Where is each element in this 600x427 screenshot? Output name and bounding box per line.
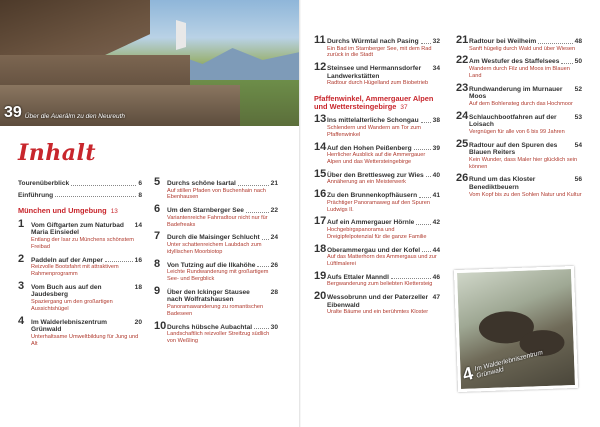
- toc-entry-body: [18, 252, 142, 278]
- toc-entry-number: 12: [314, 61, 327, 74]
- toc-entry-title[interactable]: [31, 284, 142, 299]
- photo-caption-text: Über die Auerälm zu den Neureuth: [24, 113, 126, 120]
- toc-entry-title-text: Durch die Maisinger Schlucht: [167, 234, 260, 242]
- toc-entry-title-text: Radtour bei Weilheim: [469, 38, 537, 45]
- photo-caption: [4, 106, 125, 120]
- toc-entry-number: 11: [314, 34, 326, 46]
- toc-entry-description: Auf stillen Pfaden von Buchenhain nach Ebenhausen: [167, 187, 266, 201]
- toc-entry-description: Reizvolle Bootsfahrt mit attraktivem Rahmenprogramm: [31, 264, 119, 277]
- toc-entry: [314, 188, 440, 213]
- toc-entry-body: [18, 279, 142, 313]
- toc-entry-title-text: Vom Buch aus auf den Jaudesberg: [31, 283, 102, 299]
- toc-entry-description: Entlang der Isar zu Münchens schönstem Freibad: [31, 236, 134, 250]
- toc-entry: [314, 140, 440, 166]
- toc-entry-body: [154, 319, 278, 345]
- dot-leader: [422, 247, 431, 253]
- toc-entry-number: 8: [154, 257, 161, 270]
- toc-entry-body: [154, 176, 278, 201]
- toc-entry-description: Panoramawanderung zu romantischen Badeseen: [167, 303, 264, 317]
- toc-entry-page: 46: [432, 273, 440, 281]
- toc-entry: [314, 242, 440, 268]
- toc-entry-title-text: Vom Giftgarten zum Naturbad Maria Einsiedel: [31, 221, 124, 237]
- toc-entry-title-text: Durchs schöne Isartal: [167, 180, 236, 187]
- toc-entry: [314, 34, 440, 59]
- toc-entry-number: 21: [456, 34, 469, 46]
- photo-caption-number: 39: [4, 104, 22, 121]
- hut-roof: [0, 0, 150, 62]
- toc-entry: [314, 167, 440, 186]
- toc-entry: [18, 252, 142, 278]
- toc-entry-page: 48: [574, 38, 582, 45]
- toc-front-label: Tourenüberblick: [18, 180, 70, 187]
- toc-entry-description: Unterhaltsame Umweltbildung für Jung und Alt: [31, 333, 139, 347]
- toc-entry-body: [456, 81, 582, 108]
- toc-entry-number: 25: [456, 137, 469, 150]
- dot-leader: [55, 192, 136, 198]
- toc-entry-title-text: Durchs hübsche Aubachtal: [167, 323, 253, 331]
- toc-front-label: Einführung: [18, 191, 54, 199]
- toc-entry-number: 23: [456, 81, 469, 94]
- toc-entry-body: [456, 109, 582, 136]
- toc-entry-number: 17: [314, 215, 327, 228]
- toc-entry-number: 16: [314, 188, 327, 201]
- toc-entry-description: Vergnügen für alle von 6 bis 99 Jahren: [469, 128, 565, 135]
- toc-entry: [456, 172, 582, 198]
- toc-entry-title-text: Um den Starnberger See: [167, 207, 244, 215]
- toc-entry-title-text: Im Walderlebniszentrum Grünwald: [31, 318, 107, 334]
- section-page: 37: [400, 103, 408, 111]
- dot-leader: [416, 219, 430, 225]
- toc-entry-page: 30: [270, 323, 278, 331]
- toc-entry-title[interactable]: [469, 142, 582, 157]
- toc-entry-body: [314, 215, 440, 240]
- dot-leader: [419, 192, 431, 198]
- toc-entry-number: 22: [456, 54, 469, 67]
- toc-entry-body: [18, 217, 142, 251]
- toc-entry-description: Unter schattenreichem Laubdach zum idyllischen Moorbiotop: [167, 241, 262, 255]
- toc-entry-body: [456, 172, 582, 198]
- toc-entry-page: 24: [270, 234, 278, 242]
- dot-leader: [71, 180, 136, 186]
- toc-entry: [314, 269, 440, 288]
- toc-front-page: 6: [138, 180, 142, 187]
- toc-entry-title-text: Auf ein Ammergauer Hörnle: [327, 219, 415, 227]
- toc-entry-title[interactable]: [31, 257, 142, 265]
- toc-entry-number: 15: [314, 167, 327, 180]
- toc-entry: [154, 203, 278, 228]
- toc-entry-description: Landschaftlich reizvoller Streifzug südlich von Weßling: [167, 331, 270, 344]
- toc-entry-body: [154, 284, 278, 318]
- section-page: 13: [110, 208, 118, 216]
- toc-entry-title-text: Rund um das Kloster Benediktbeuern: [469, 176, 536, 191]
- toc-entry-title[interactable]: [167, 262, 278, 270]
- toc-entry-title-text: Am Westufer des Staffelsees: [469, 58, 560, 66]
- toc-entry-number: 5: [154, 176, 161, 188]
- toc-entry: [314, 215, 440, 240]
- toc-entry-title-text: Wessobrunn und der Paterzeller Eibenwald: [327, 294, 429, 309]
- toc-column-2: [154, 176, 278, 351]
- toc-entry-description: Schlendern und Wandern am Tor zum Pfaffenwinkel: [327, 124, 421, 138]
- toc-entry-title-text: Paddeln auf der Amper: [31, 256, 103, 264]
- toc-entry-page: 34: [432, 65, 440, 73]
- toc-entry-page: 20: [134, 318, 142, 326]
- toc-entry-body: [314, 242, 440, 268]
- toc-entry-page: 44: [432, 246, 440, 254]
- toc-entry-body: [154, 257, 278, 283]
- toc-entry-body: [314, 290, 440, 316]
- toc-entry-title[interactable]: [167, 207, 278, 215]
- cover-photo-alpine-hut: [0, 0, 300, 126]
- toc-entry-title[interactable]: [167, 324, 278, 332]
- toc-entry: [154, 284, 278, 318]
- toc-entry-description: Uralte Bäume und ein berühmtes Kloster: [327, 309, 429, 316]
- toc-entry-body: [456, 137, 582, 171]
- toc-entry-body: [314, 167, 440, 186]
- toc-front-item[interactable]: [18, 192, 142, 200]
- toc-entry-description: Radtour durch Hügelland zum Biobetrieb: [327, 80, 429, 87]
- photo2-caption-text: Im Walderlebniszentrum Grünwald: [474, 349, 544, 380]
- dot-leader: [421, 38, 431, 44]
- toc-entry: [154, 230, 278, 255]
- dot-leader: [391, 274, 431, 280]
- toc-entry-description: Hochgebirgspanorama und Dreigipfelpotenzial für die ganze Familie: [327, 226, 427, 240]
- toc-entry-title[interactable]: [327, 274, 440, 282]
- toc-entry: [18, 314, 142, 348]
- toc-entry-number: 2: [18, 252, 25, 265]
- toc-entry-page: 41: [432, 192, 440, 200]
- toc-entry-page: 56: [574, 176, 582, 184]
- toc-entry-description: Spaziergang um den großartigen Aussichtshügel: [31, 298, 113, 312]
- dot-leader: [262, 234, 269, 240]
- toc-entry-body: [314, 140, 440, 166]
- toc-entry-number: 9: [154, 284, 161, 297]
- dot-leader: [105, 257, 133, 263]
- toc-entry-title-text: Von Tutzing auf die Ilkahöhe: [167, 261, 256, 269]
- toc-entry-title[interactable]: [469, 114, 582, 129]
- dot-leader: [426, 172, 431, 178]
- flag-icon: [176, 20, 186, 50]
- dot-leader: [254, 324, 269, 330]
- toc-entry-page: 28: [270, 288, 278, 296]
- toc-entry-title[interactable]: [469, 86, 582, 101]
- toc-entry-title[interactable]: [327, 192, 440, 200]
- toc-entry-title-text: Durchs Würmtal nach Pasing: [327, 38, 419, 45]
- toc-entry-number: 18: [314, 242, 327, 255]
- page-gutter: [299, 0, 301, 427]
- toc-entry-description: Leichte Rundwanderung mit großartigem See- und Bergblick: [167, 269, 269, 282]
- toc-entry-page: 40: [432, 171, 440, 179]
- toc-entry-title-text: Zu den Brunnenkopfhäusern: [327, 192, 418, 200]
- toc-entry: [456, 109, 582, 136]
- toc-entry-page: 14: [134, 221, 142, 229]
- toc-entry-body: [314, 269, 440, 288]
- toc-entry-description: Ein Bad im Starnberger See, mit dem Rad zurück in die Stadt: [327, 45, 432, 59]
- toc-entry-description: Prächtiger Panoramaweg auf den Spuren Ludwigs II.: [327, 199, 430, 213]
- toc-entry-title[interactable]: [469, 176, 582, 191]
- toc-entry-page: 50: [574, 58, 582, 66]
- dot-leader: [257, 262, 268, 268]
- dot-leader: [246, 207, 269, 213]
- toc-entry: [314, 113, 440, 138]
- toc-entry: [456, 81, 582, 108]
- dot-leader: [414, 145, 431, 151]
- toc-entry-description: Variantenreiche Fahrradtour nicht nur für Badefreaks: [167, 214, 268, 228]
- photo2-caption: [461, 341, 572, 383]
- toc-column-4: [456, 34, 582, 204]
- toc-entry-title[interactable]: [167, 234, 278, 242]
- toc-entry: [456, 137, 582, 171]
- toc-entry-title[interactable]: [327, 219, 440, 227]
- toc-entry-title[interactable]: [167, 180, 278, 188]
- toc-entry-page: 18: [134, 283, 142, 291]
- toc-entry-title[interactable]: [167, 289, 278, 304]
- section-heading-pfaffenwinkel: [314, 95, 440, 111]
- toc-entry-title[interactable]: [469, 58, 582, 66]
- toc-entry-title[interactable]: [327, 117, 440, 125]
- toc-front-page: 8: [138, 191, 142, 199]
- toc-entry-title-text: Steinsee und Hermannsdorfer Landwerkstätten: [327, 65, 422, 80]
- toc-entry-title[interactable]: [327, 172, 440, 180]
- photo2-caption-number: 4: [460, 362, 476, 385]
- dot-leader: [421, 117, 431, 123]
- toc-entry-description: Wandern durch Filz und Moos im Blauen Land: [469, 65, 570, 79]
- toc-front-item[interactable]: [18, 180, 142, 188]
- toc-entry-description: Auf das Matterhorn des Ammergaus und zur Lüftlmalerei: [327, 254, 437, 267]
- toc-entry-title[interactable]: [327, 38, 440, 46]
- wild-boar-photo: [454, 266, 578, 392]
- toc-entry-number: 14: [314, 140, 327, 153]
- dot-leader: [238, 180, 269, 186]
- toc-entry-number: 20: [314, 290, 327, 303]
- toc-entry-title[interactable]: [327, 65, 440, 80]
- section-heading-munich: [18, 207, 142, 216]
- toc-entry-number: 3: [18, 279, 25, 292]
- toc-entry: [154, 257, 278, 283]
- section-title: Pfaffenwinkel, Ammergauer Alpen und Wettersteingebirge: [314, 94, 434, 111]
- toc-entry-number: 7: [154, 230, 161, 243]
- toc-entry: [314, 61, 440, 87]
- dot-leader: [538, 38, 572, 44]
- toc-entry-number: 13: [314, 113, 327, 126]
- toc-entry-page: 26: [270, 261, 278, 269]
- toc-entry-description: Annäherung an ein Meisterwerk: [327, 179, 406, 186]
- toc-entry-page: 47: [432, 294, 440, 302]
- toc-entry-title-text: Auf den Hohen Peißenberg: [327, 144, 412, 152]
- toc-column-3: [314, 34, 440, 322]
- toc-entry-body: [18, 314, 142, 348]
- toc-entry-page: 38: [432, 117, 440, 125]
- toc-entry: [314, 290, 440, 316]
- toc-entry-page: 53: [574, 113, 582, 121]
- toc-entry-title[interactable]: [31, 319, 142, 334]
- toc-entry-page: 32: [432, 38, 440, 45]
- toc-entry-title-text: Radtour auf den Spuren des Blauen Reiters: [469, 141, 558, 157]
- toc-entry: [154, 319, 278, 345]
- toc-entry-page: 39: [432, 144, 440, 152]
- toc-entry-body: [456, 34, 582, 52]
- toc-entry-title-text: Oberammergau und der Kofel: [327, 246, 421, 254]
- toc-entry-title-text: Über den Brettlesweg zur Wies: [327, 171, 424, 179]
- toc-entry-page: 54: [574, 141, 582, 149]
- toc-entry-number: 24: [456, 109, 469, 122]
- toc-entry: [456, 54, 582, 79]
- page-title: Inhalt: [18, 140, 97, 166]
- toc-entry-page: 42: [432, 219, 440, 227]
- toc-entry-title[interactable]: [327, 145, 440, 153]
- toc-entry-body: [314, 188, 440, 213]
- toc-entry-description: Herrlicher Ausblick auf die Ammergauer Alpen und das Wettersteingebirge: [327, 152, 426, 165]
- toc-entry-title-text: Schlauchbootfahren auf der Loisach: [469, 113, 557, 129]
- toc-entry-number: 1: [18, 217, 25, 230]
- toc-entry-title-text: Rundwanderung im Murnauer Moos: [469, 85, 563, 101]
- toc-entry-title[interactable]: [327, 294, 440, 309]
- toc-entry: [18, 279, 142, 313]
- toc-entry-number: 10: [154, 319, 167, 332]
- toc-entry-body: [154, 203, 278, 228]
- toc-entry: [456, 34, 582, 52]
- toc-entry-number: 4: [18, 314, 25, 327]
- toc-entry-number: 26: [456, 172, 469, 185]
- section-title: München und Umgebung: [18, 206, 107, 216]
- toc-entry: [18, 217, 142, 251]
- toc-entry-title[interactable]: [31, 222, 142, 237]
- toc-entry-body: [314, 34, 440, 59]
- toc-entry-page: 16: [134, 256, 142, 264]
- toc-entry-description: Auf dem Bohlensteg durch das Hochmoor: [469, 100, 573, 107]
- toc-entry-page: 22: [270, 207, 278, 215]
- toc-entry-body: [314, 61, 440, 87]
- toc-column-1: [18, 180, 142, 353]
- toc-entry-body: [314, 113, 440, 138]
- toc-entry-description: Kein Wunder, dass Maler hier glücklich sein können: [469, 156, 578, 170]
- toc-entry-number: 6: [154, 203, 161, 216]
- toc-entry-body: [456, 54, 582, 79]
- toc-entry-description: Bergwanderung zum beliebten Klettersteig: [327, 281, 433, 288]
- toc-entry: [154, 176, 278, 201]
- toc-entry-description: Sanft hügelig durch Wald und über Wiesen: [469, 45, 576, 52]
- toc-entry-title-text: Über den Ickinger Stausee nach Wolfratshausen: [167, 288, 250, 304]
- toc-entry-title-text: Ins mittelalterliche Schongau: [327, 117, 419, 125]
- toc-entry-description: Vom Kopf bis zu den Sohlen Natur und Kultur: [469, 191, 582, 198]
- toc-entry-number: 19: [314, 269, 327, 282]
- toc-entry-title-text: Aufs Ettaler Manndl: [327, 273, 389, 281]
- dot-leader: [561, 58, 572, 64]
- toc-entry-body: [154, 230, 278, 255]
- toc-entry-title[interactable]: [469, 38, 582, 46]
- toc-entry-title[interactable]: [327, 247, 440, 255]
- toc-entry-page: 52: [574, 85, 582, 93]
- toc-entry-page: 21: [270, 180, 278, 187]
